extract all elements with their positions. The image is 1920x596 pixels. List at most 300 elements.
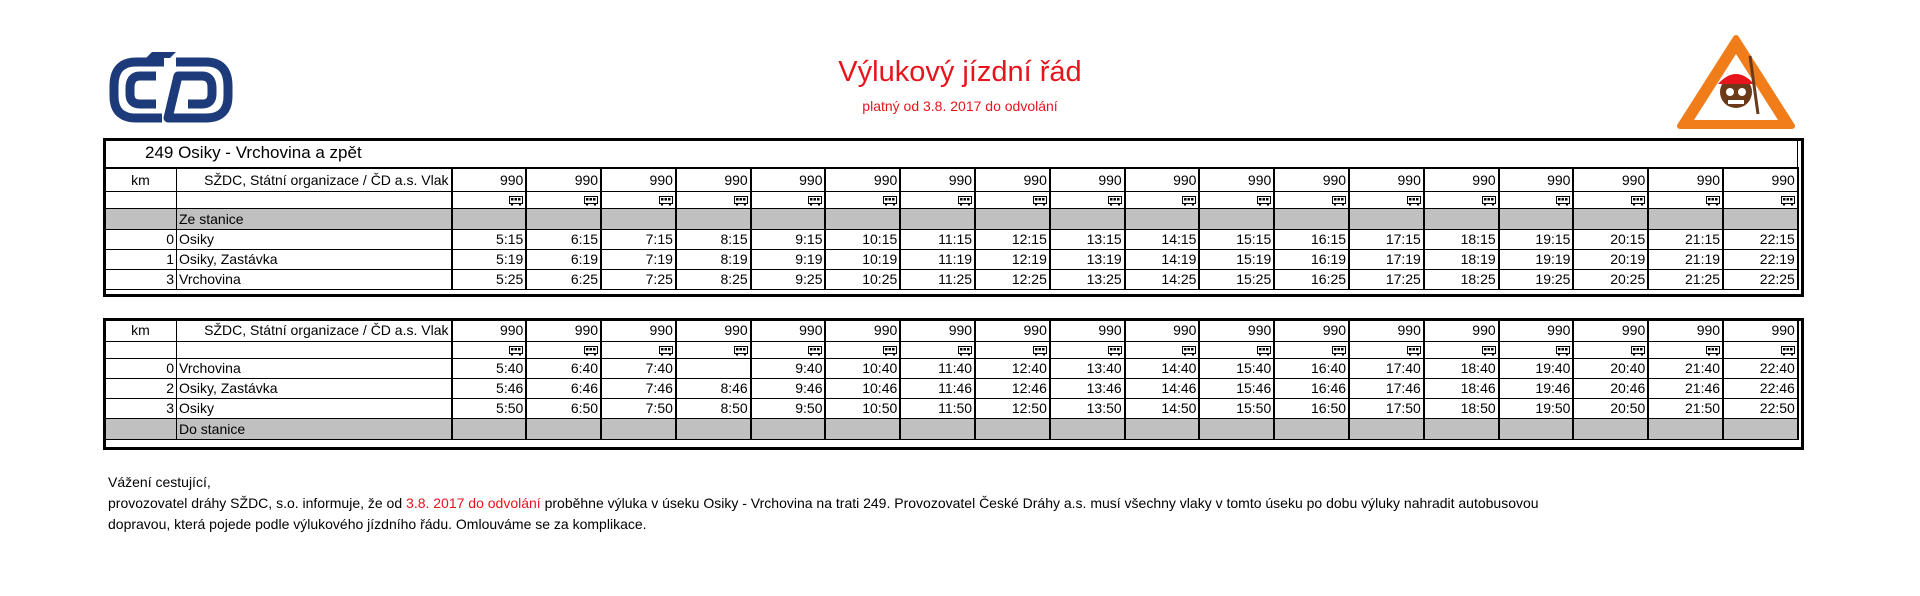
empty-cell [105, 209, 177, 230]
empty-cell [1199, 209, 1274, 230]
bus-icon [1781, 346, 1795, 356]
departure-time: 17:15 [1349, 230, 1424, 250]
departure-time: 8:46 [676, 379, 751, 399]
departure-time: 10:40 [825, 359, 900, 379]
km-header: km [105, 168, 177, 192]
bus-icon [1257, 196, 1271, 206]
departure-time: 8:15 [676, 230, 751, 250]
bus-cell [676, 192, 751, 209]
departure-time: 19:19 [1499, 250, 1574, 270]
train-number: 990 [1349, 319, 1424, 342]
bus-icon [808, 196, 822, 206]
departure-time: 11:25 [900, 270, 975, 290]
bus-cell [1424, 342, 1499, 359]
bus-icon-row [105, 192, 1798, 209]
departure-time: 13:19 [1050, 250, 1125, 270]
departure-time: 15:50 [1199, 399, 1274, 419]
bus-cell [1125, 192, 1200, 209]
empty-cell [1573, 209, 1648, 230]
bus-cell [975, 192, 1050, 209]
departure-time: 14:15 [1125, 230, 1200, 250]
departure-time: 6:40 [526, 359, 601, 379]
station-name: Vrchovina [177, 359, 452, 379]
train-number: 990 [751, 319, 826, 342]
train-number: 990 [1573, 168, 1648, 192]
departure-time: 15:15 [1199, 230, 1274, 250]
bus-icon [1033, 196, 1047, 206]
empty-cell [1349, 209, 1424, 230]
bus-cell [825, 192, 900, 209]
route-title: 249 Osiky - Vrchovina a zpět [105, 139, 1798, 169]
departure-time: 7:40 [601, 359, 676, 379]
departure-time: 22:50 [1723, 399, 1798, 419]
train-number: 990 [1050, 168, 1125, 192]
direction-label: Ze stanice [177, 209, 452, 230]
empty-cell [105, 192, 177, 209]
empty-cell [1050, 209, 1125, 230]
departure-time: 13:46 [1050, 379, 1125, 399]
timetable-inbound [104, 318, 1799, 440]
departure-time: 12:19 [975, 250, 1050, 270]
notice-text: proběhne výluka v úseku Osiky - Vrchovina na trati 249. Provozovatel České Dráhy a.s. musí všechny vlaky v tomto úseku po dobu výluky nahradit autobusovou [540, 495, 1539, 511]
departure-time: 9:19 [751, 250, 826, 270]
bus-icon [509, 196, 523, 206]
bus-cell [1723, 342, 1798, 359]
departure-time [676, 359, 751, 379]
departure-time: 10:25 [825, 270, 900, 290]
departure-time: 13:40 [1050, 359, 1125, 379]
departure-time: 15:25 [1199, 270, 1274, 290]
bus-icon [1482, 196, 1496, 206]
departure-time: 6:46 [526, 379, 601, 399]
departure-time: 8:50 [676, 399, 751, 419]
bus-cell [1723, 192, 1798, 209]
train-number: 990 [1723, 319, 1798, 342]
departure-time: 6:15 [526, 230, 601, 250]
station-row [105, 250, 1798, 270]
train-number: 990 [900, 319, 975, 342]
departure-time: 19:50 [1499, 399, 1574, 419]
train-number: 990 [825, 319, 900, 342]
bus-cell [1573, 192, 1648, 209]
bus-cell [1274, 192, 1349, 209]
direction-label: Do stanice [177, 419, 452, 440]
bus-icon-row [105, 342, 1798, 359]
train-number: 990 [751, 168, 826, 192]
train-number: 990 [825, 168, 900, 192]
bus-icon [509, 346, 523, 356]
bus-icon [734, 346, 748, 356]
departure-time: 7:25 [601, 270, 676, 290]
departure-time: 17:25 [1349, 270, 1424, 290]
departure-time: 16:15 [1274, 230, 1349, 250]
timetable-outbound [104, 138, 1799, 290]
bus-icon [1033, 346, 1047, 356]
train-number: 990 [601, 168, 676, 192]
bus-icon [659, 196, 673, 206]
empty-cell [452, 419, 527, 440]
departure-time: 19:40 [1499, 359, 1574, 379]
train-number: 990 [975, 168, 1050, 192]
departure-time: 11:40 [900, 359, 975, 379]
departure-time: 22:46 [1723, 379, 1798, 399]
departure-time: 15:19 [1199, 250, 1274, 270]
empty-cell [975, 419, 1050, 440]
bus-cell [1274, 342, 1349, 359]
departure-time: 21:40 [1648, 359, 1723, 379]
empty-cell [526, 209, 601, 230]
departure-time: 18:15 [1424, 230, 1499, 250]
departure-time: 7:19 [601, 250, 676, 270]
train-number: 990 [526, 168, 601, 192]
empty-cell [825, 209, 900, 230]
departure-time: 7:50 [601, 399, 676, 419]
empty-cell [1424, 419, 1499, 440]
empty-cell [676, 419, 751, 440]
bus-icon [1706, 196, 1720, 206]
bus-icon [1182, 346, 1196, 356]
departure-time: 18:25 [1424, 270, 1499, 290]
departure-time: 22:25 [1723, 270, 1798, 290]
bus-cell [1199, 192, 1274, 209]
bus-cell [1573, 342, 1648, 359]
bus-icon [584, 196, 598, 206]
departure-time: 13:25 [1050, 270, 1125, 290]
notice-line-2: dopravou, která pojede podle výlukového jízdního řádu. Omlouváme se za komplikace. [108, 516, 647, 532]
bus-icon [1631, 196, 1645, 206]
bus-icon [1781, 196, 1795, 206]
bus-cell [975, 342, 1050, 359]
bus-icon [659, 346, 673, 356]
bus-cell [1648, 342, 1723, 359]
station-name: Osiky [177, 399, 452, 419]
departure-time: 19:25 [1499, 270, 1574, 290]
station-name: Osiky [177, 230, 452, 250]
train-number: 990 [1499, 168, 1574, 192]
train-number: 990 [1125, 168, 1200, 192]
departure-time: 5:40 [452, 359, 527, 379]
departure-time: 20:46 [1573, 379, 1648, 399]
route-title-row [105, 139, 1798, 169]
empty-cell [1424, 209, 1499, 230]
operator-header: SŽDC, Státní organizace / ČD a.s. Vlak [177, 319, 452, 342]
bus-icon [1407, 346, 1421, 356]
empty-cell [1050, 419, 1125, 440]
departure-time: 6:25 [526, 270, 601, 290]
empty-cell [1199, 419, 1274, 440]
departure-time: 17:19 [1349, 250, 1424, 270]
bus-cell [1349, 192, 1424, 209]
departure-time: 7:15 [601, 230, 676, 250]
empty-cell [900, 209, 975, 230]
departure-time: 14:46 [1125, 379, 1200, 399]
station-row [105, 359, 1798, 379]
departure-time: 9:25 [751, 270, 826, 290]
departure-time: 18:19 [1424, 250, 1499, 270]
departure-time: 14:19 [1125, 250, 1200, 270]
empty-cell [105, 419, 177, 440]
departure-time: 14:40 [1125, 359, 1200, 379]
empty-cell [1125, 419, 1200, 440]
train-number: 990 [900, 168, 975, 192]
empty-cell [1499, 419, 1574, 440]
departure-time: 20:25 [1573, 270, 1648, 290]
departure-time: 5:50 [452, 399, 527, 419]
departure-time: 14:25 [1125, 270, 1200, 290]
page-title: Výlukový jízdní řád [838, 56, 1082, 88]
empty-cell [900, 419, 975, 440]
departure-time: 16:50 [1274, 399, 1349, 419]
empty-cell [975, 209, 1050, 230]
station-row [105, 379, 1798, 399]
train-number: 990 [1648, 168, 1723, 192]
bus-icon [1407, 196, 1421, 206]
passenger-notice [108, 472, 1808, 535]
train-number: 990 [601, 319, 676, 342]
departure-time: 5:25 [452, 270, 527, 290]
empty-cell [676, 209, 751, 230]
departure-time: 5:46 [452, 379, 527, 399]
bus-icon [1108, 196, 1122, 206]
train-number: 990 [1424, 168, 1499, 192]
departure-time: 21:46 [1648, 379, 1723, 399]
bus-icon [1482, 346, 1496, 356]
departure-time: 12:15 [975, 230, 1050, 250]
empty-cell [1648, 419, 1723, 440]
train-number: 990 [1050, 319, 1125, 342]
station-row [105, 399, 1798, 419]
bus-cell [1050, 342, 1125, 359]
train-number: 990 [1723, 168, 1798, 192]
departure-time: 11:19 [900, 250, 975, 270]
departure-time: 12:25 [975, 270, 1050, 290]
bus-cell [900, 342, 975, 359]
departure-time: 16:25 [1274, 270, 1349, 290]
train-number: 990 [1349, 168, 1424, 192]
bus-cell [1050, 192, 1125, 209]
departure-time: 5:15 [452, 230, 527, 250]
departure-time: 9:15 [751, 230, 826, 250]
train-number: 990 [452, 168, 527, 192]
train-number: 990 [1499, 319, 1574, 342]
station-km: 2 [105, 379, 177, 399]
station-km: 1 [105, 250, 177, 270]
empty-cell [1349, 419, 1424, 440]
bus-cell [1424, 192, 1499, 209]
departure-time: 7:46 [601, 379, 676, 399]
bus-icon [1332, 196, 1346, 206]
bus-cell [1199, 342, 1274, 359]
train-number: 990 [1274, 319, 1349, 342]
train-number: 990 [1125, 319, 1200, 342]
empty-cell [751, 209, 826, 230]
empty-cell [1274, 209, 1349, 230]
departure-time: 10:15 [825, 230, 900, 250]
notice-line-1 [108, 493, 1808, 514]
empty-cell [601, 209, 676, 230]
bus-icon [1556, 196, 1570, 206]
departure-time: 13:15 [1050, 230, 1125, 250]
departure-time: 12:40 [975, 359, 1050, 379]
empty-cell [825, 419, 900, 440]
empty-cell [751, 419, 826, 440]
departure-time: 5:19 [452, 250, 527, 270]
station-km: 3 [105, 270, 177, 290]
departure-time: 16:46 [1274, 379, 1349, 399]
bus-icon [1257, 346, 1271, 356]
bus-icon [883, 196, 897, 206]
empty-cell [1499, 209, 1574, 230]
empty-cell [452, 209, 527, 230]
train-number: 990 [526, 319, 601, 342]
train-number: 990 [1199, 319, 1274, 342]
departure-time: 22:40 [1723, 359, 1798, 379]
bus-icon [1108, 346, 1122, 356]
station-name: Osiky, Zastávka [177, 250, 452, 270]
departure-time: 17:40 [1349, 359, 1424, 379]
bus-icon [1332, 346, 1346, 356]
empty-cell [1648, 209, 1723, 230]
empty-cell [177, 342, 452, 359]
departure-time: 6:50 [526, 399, 601, 419]
bus-cell [452, 192, 527, 209]
bus-cell [1499, 192, 1574, 209]
train-number: 990 [676, 319, 751, 342]
notice-text: provozovatel dráhy SŽDC, s.o. informuje, že od [108, 495, 407, 511]
bus-cell [825, 342, 900, 359]
bus-cell [526, 192, 601, 209]
bus-icon [1556, 346, 1570, 356]
bus-icon [1631, 346, 1645, 356]
bus-cell [601, 192, 676, 209]
departure-time: 21:50 [1648, 399, 1723, 419]
empty-cell [1125, 209, 1200, 230]
departure-time: 10:46 [825, 379, 900, 399]
departure-time: 6:19 [526, 250, 601, 270]
validity-subtitle: platný od 3.8. 2017 do odvolání [862, 98, 1058, 114]
bus-icon [808, 346, 822, 356]
departure-time: 21:15 [1648, 230, 1723, 250]
direction-row [105, 419, 1798, 440]
train-number-row [105, 168, 1798, 192]
departure-time: 19:46 [1499, 379, 1574, 399]
bus-icon [584, 346, 598, 356]
bus-icon [958, 196, 972, 206]
bus-cell [452, 342, 527, 359]
departure-time: 10:19 [825, 250, 900, 270]
bus-icon [1706, 346, 1720, 356]
departure-time: 14:50 [1125, 399, 1200, 419]
bus-cell [601, 342, 676, 359]
departure-time: 16:40 [1274, 359, 1349, 379]
empty-cell [526, 419, 601, 440]
empty-cell [1723, 419, 1798, 440]
train-number: 990 [975, 319, 1050, 342]
station-row [105, 230, 1798, 250]
notice-greeting: Vážení cestující, [108, 474, 211, 490]
departure-time: 11:15 [900, 230, 975, 250]
station-km: 3 [105, 399, 177, 419]
empty-cell [601, 419, 676, 440]
empty-cell [1723, 209, 1798, 230]
departure-time: 20:50 [1573, 399, 1648, 419]
departure-time: 8:19 [676, 250, 751, 270]
train-number: 990 [1648, 319, 1723, 342]
empty-cell [177, 192, 452, 209]
operator-header: SŽDC, Státní organizace / ČD a.s. Vlak [177, 168, 452, 192]
departure-time: 10:50 [825, 399, 900, 419]
train-number: 990 [1199, 168, 1274, 192]
bus-icon [1182, 196, 1196, 206]
empty-cell [1573, 419, 1648, 440]
station-km: 0 [105, 230, 177, 250]
bus-icon [958, 346, 972, 356]
departure-time: 18:46 [1424, 379, 1499, 399]
direction-row [105, 209, 1798, 230]
station-name: Osiky, Zastávka [177, 379, 452, 399]
departure-time: 9:50 [751, 399, 826, 419]
departure-time: 8:25 [676, 270, 751, 290]
departure-time: 17:50 [1349, 399, 1424, 419]
departure-time: 12:50 [975, 399, 1050, 419]
notice-date-highlight: 3.8. 2017 do odvolání [406, 495, 541, 511]
departure-time: 20:40 [1573, 359, 1648, 379]
empty-cell [1274, 419, 1349, 440]
train-number: 990 [1274, 168, 1349, 192]
bus-cell [751, 342, 826, 359]
bus-cell [676, 342, 751, 359]
bus-cell [1349, 342, 1424, 359]
departure-time: 18:50 [1424, 399, 1499, 419]
train-number: 990 [1424, 319, 1499, 342]
train-number: 990 [676, 168, 751, 192]
departure-time: 15:46 [1199, 379, 1274, 399]
bus-cell [900, 192, 975, 209]
km-header: km [105, 319, 177, 342]
empty-cell [105, 342, 177, 359]
departure-time: 16:19 [1274, 250, 1349, 270]
station-km: 0 [105, 359, 177, 379]
departure-time: 9:46 [751, 379, 826, 399]
departure-time: 17:46 [1349, 379, 1424, 399]
bus-icon [734, 196, 748, 206]
departure-time: 19:15 [1499, 230, 1574, 250]
bus-cell [1499, 342, 1574, 359]
departure-time: 22:19 [1723, 250, 1798, 270]
departure-time: 12:46 [975, 379, 1050, 399]
train-number: 990 [452, 319, 527, 342]
departure-time: 18:40 [1424, 359, 1499, 379]
bus-cell [751, 192, 826, 209]
departure-time: 21:25 [1648, 270, 1723, 290]
train-number: 990 [1573, 319, 1648, 342]
departure-time: 11:50 [900, 399, 975, 419]
departure-time: 15:40 [1199, 359, 1274, 379]
departure-time: 11:46 [900, 379, 975, 399]
bus-cell [1648, 192, 1723, 209]
bus-icon [883, 346, 897, 356]
departure-time: 20:15 [1573, 230, 1648, 250]
station-row [105, 270, 1798, 290]
train-number-row [105, 319, 1798, 342]
departure-time: 20:19 [1573, 250, 1648, 270]
departure-time: 13:50 [1050, 399, 1125, 419]
station-name: Vrchovina [177, 270, 452, 290]
bus-cell [526, 342, 601, 359]
departure-time: 9:40 [751, 359, 826, 379]
departure-time: 21:19 [1648, 250, 1723, 270]
bus-cell [1125, 342, 1200, 359]
